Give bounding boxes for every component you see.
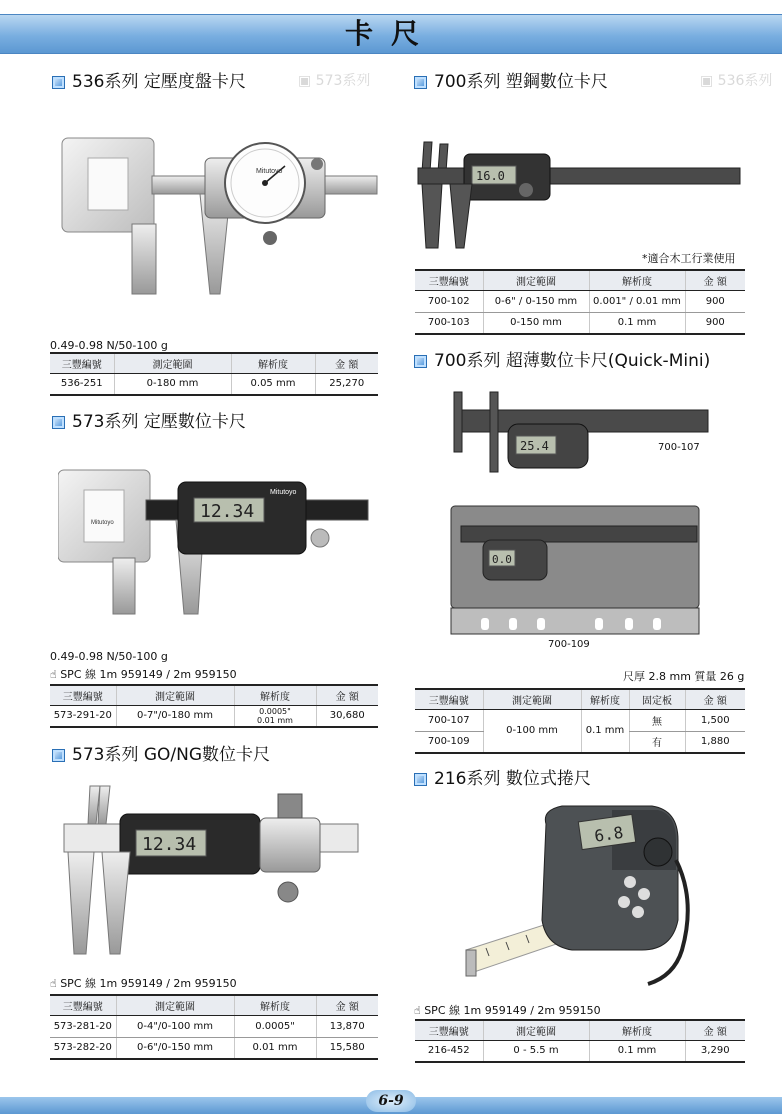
ghost-text: ▣ 536系列 [700,73,773,89]
table-row: 573-281-20 0-4"/0-100 mm 0.0005" 13,870 [50,1015,378,1037]
table-700a: 三豐編號 測定範圍 解析度 金 額 700-102 0-6" / 0-150 mm 0.001" / 0.01 mm 900 700-103 0-150 mm 0.1 mm 900 [415,269,745,335]
section-700a-title: 700系列 塑鋼數位卡尺 [414,71,608,93]
digital-caliper-image [58,468,370,616]
table-536 [50,352,378,396]
plastic-caliper-image [416,140,746,250]
woodworking-note: *適合木工行業使用 [642,252,736,265]
page-title: 卡尺 [344,17,437,50]
table-row: 536-251 0-180 mm 0.05 mm 25,270 [50,373,378,395]
table-row: 700-102 0-6" / 0-150 mm 0.001" / 0.01 mm 900 [415,290,745,312]
hand-pointer-icon: ☝ [414,1004,421,1017]
section-216-title: 216系列 數位式捲尺 [414,768,591,790]
table-row: 700-103 0-150 mm 0.1 mm 900 [415,312,745,334]
ghost-text: ▣ 573系列 [298,73,371,89]
spc-cable-note: ☝ SPC 線 1m 959149 / 2m 959150 [414,1004,601,1017]
model-label-107: 700-107 [658,442,700,453]
section-573a-title: 573系列 定壓數位卡尺 [52,411,246,433]
lcd-readout: 12.34 [200,501,255,522]
section-700b-title: 700系列 超薄數位卡尺(Quick-Mini) [414,350,710,372]
table-216: 三豐編號 測定範圍 解析度 金 額 216-452 0 - 5.5 m 0.1 mm 3,290 [415,1019,745,1063]
lcd-readout: 6.8 [593,822,625,846]
col-resolution: 解析度 [231,353,315,373]
table-700b: 三豐編號 測定範圍 解析度 固定板 金 額 700-107 0-100 mm 0.1 mm 無 1,500 700-109 有 1,880 [415,688,745,754]
thickness-weight-note: 尺厚 2.8 mm 質量 26 g [623,670,745,683]
dial-caliper-image [60,128,380,298]
lcd-readout: 16.0 [476,169,505,183]
square-bullet-icon [52,749,65,762]
section-573b-title: 573系列 GO/NG數位卡尺 [52,744,270,766]
hand-pointer-icon: ☝ [50,977,57,990]
brand-text: Mitutoyo [91,520,114,526]
quick-mini-with-plate-image [449,502,701,636]
lcd-readout: 0.0 [492,553,512,566]
table-row: 700-107 0-100 mm 0.1 mm 無 1,500 [415,709,745,731]
page-number: 6-9 [366,1090,416,1112]
table-573b: 三豐編號 測定範圍 解析度 金 額 573-281-20 0-4"/0-100 mm 0.0005" 13,870 573-282-20 0-6"/0-150 mm 0.01 mm 15,580 [50,994,378,1060]
model-label-109: 700-109 [548,639,590,650]
digital-tape-measure-image [462,800,698,992]
table-row: 573-291-20 0-7"/0-180 mm 0.0005" 0.01 mm 30,680 [50,705,378,727]
table-row: 700-109 有 1,880 [415,731,745,753]
square-bullet-icon [414,76,427,89]
table-row: 216-452 0 - 5.5 m 0.1 mm 3,290 [415,1040,745,1062]
square-bullet-icon [414,355,427,368]
spc-cable-note: ☝ SPC 線 1m 959149 / 2m 959150 [50,668,237,681]
square-bullet-icon [52,416,65,429]
section-536-title: 536系列 定壓度盤卡尺 [52,71,246,93]
col-code: 三豐編號 [50,353,114,373]
spc-cable-note: ☝ SPC 線 1m 959149 / 2m 959150 [50,977,237,990]
table-row: 573-282-20 0-6"/0-150 mm 0.01 mm 15,580 [50,1037,378,1059]
lcd-readout: 12.34 [142,834,197,855]
measuring-force-note: 0.49-0.98 N/50-100 g [50,650,168,663]
square-bullet-icon [52,76,65,89]
col-price: 金 額 [315,353,378,373]
table-573a: 三豐編號 測定範圍 解析度 金 額 573-291-20 0-7"/0-180 mm 0.0005" 0.01 mm 30,680 [50,684,378,728]
quick-mini-caliper-image [450,390,712,480]
hand-pointer-icon: ☝ [50,668,57,681]
col-range: 測定範圍 [114,353,231,373]
square-bullet-icon [414,773,427,786]
go-ng-caliper-image [60,784,360,956]
brand-text: Mitutoyo [256,168,283,175]
brand-text: Mitutoyo [270,489,297,496]
lcd-readout: 25.4 [520,439,549,453]
measuring-force-note: 0.49-0.98 N/50-100 g [50,339,168,352]
